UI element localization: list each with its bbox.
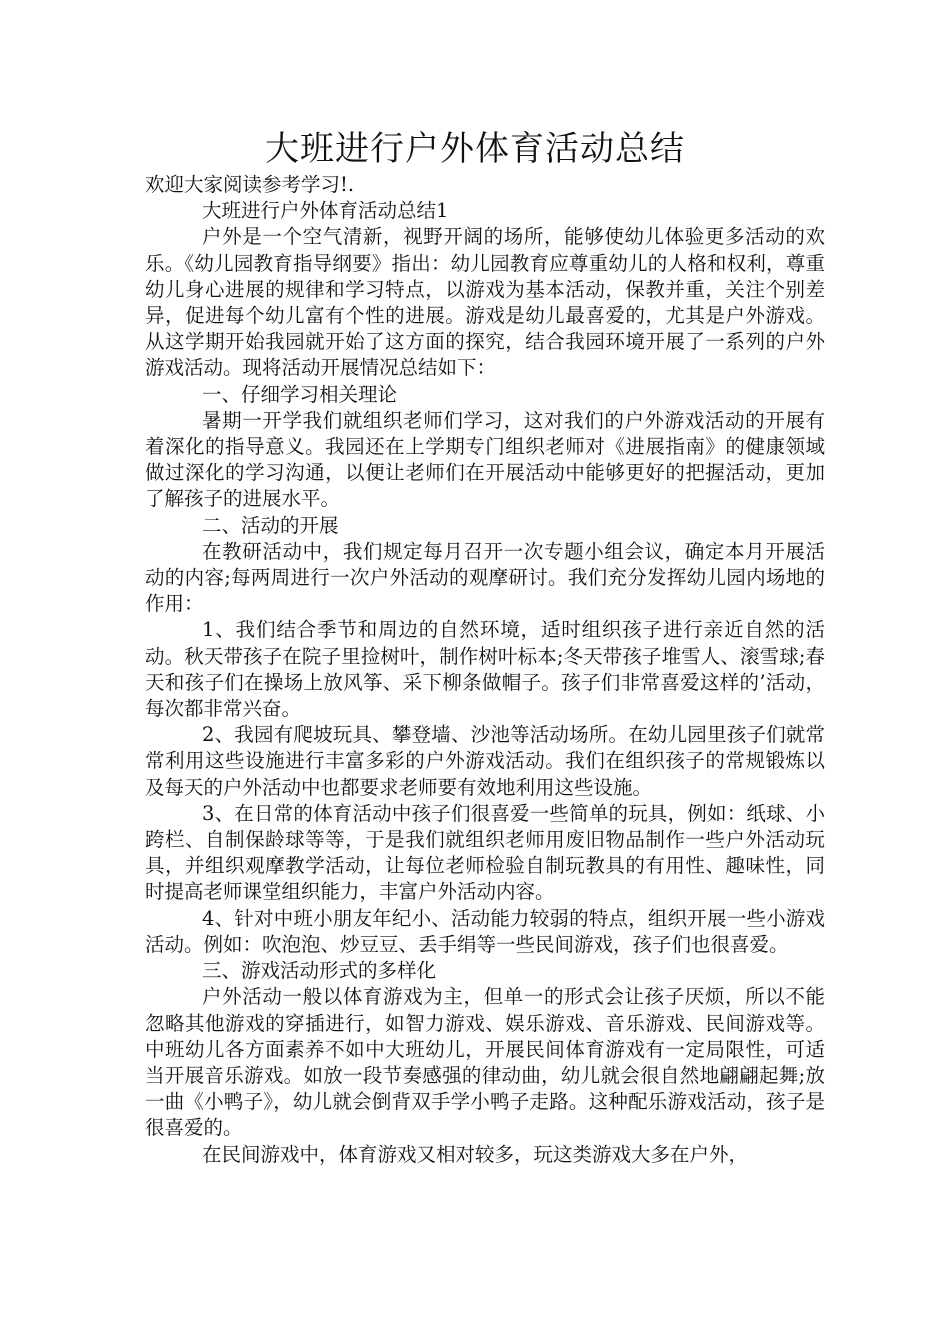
paragraph: 户外活动一般以体育游戏为主，但单一的形式会让孩子厌烦，所以不能忽略其他游戏的穿插进行，如智力游戏、娱乐游戏、音乐游戏、民间游戏等。中班幼儿各方面素养不如中大班幼儿，开展民间体育游戏有一定局限性，可适当开展音乐游戏。如放一段节奏感强的律动曲，幼儿就会很自然地翩翩起舞;放一曲《小鸭子》，幼儿就会倒背双手学小鸭子走路。这种配乐游戏活动，孩子是很喜爱的。 xyxy=(145,985,825,1140)
paragraph: 3、在日常的体育活动中孩子们很喜爱一些简单的玩具，例如：纸球、小跨栏、自制保龄球等等，于是我们就组织老师用废旧物品制作一些户外活动玩具，并组织观摩教学活动，让每位老师检验自制玩教具的有用性、趣味性，同时提高老师课堂组织能力，丰富户外活动内容。 xyxy=(145,801,825,904)
paragraph: 2、我园有爬坡玩具、攀登墙、沙池等活动场所。在幼儿园里孩子们就常常利用这些设施进行丰富多彩的户外游戏活动。我们在组织孩子的常规锻炼以及每天的户外活动中也都要求老师要有效地利用这些设施。 xyxy=(145,723,825,799)
document-title: 大班进行户外体育活动总结 xyxy=(265,129,685,169)
paragraph: 暑期一开学我们就组织老师们学习，这对我们的户外游戏活动的开展有着深化的指导意义。我园还在上学期专门组织老师对《进展指南》的健康领域做过深化的学习沟通，以便让老师们在开展活动中能够更好的把握活动，更加了解孩子的进展水平。 xyxy=(145,408,825,511)
section-heading: 一、仔细学习相关理论 xyxy=(202,382,398,406)
section-heading: 二、活动的开展 xyxy=(202,513,339,537)
paragraph: 在民间游戏中，体育游戏又相对较多，玩这类游戏大多在户外， xyxy=(202,1142,749,1166)
section-heading: 大班进行户外体育活动总结1 xyxy=(202,199,449,223)
paragraph: 1、我们结合季节和周边的自然环境，适时组织孩子进行亲近自然的活动。秋天带孩子在院子里捡树叶，制作树叶标本;冬天带孩子堆雪人、滚雪球;春天和孩子们在操场上放风筝、采下柳条做帽子。孩子们非常喜爱这样的’活动，每次都非常兴奋。 xyxy=(145,618,825,721)
paragraph: 4、针对中班小朋友年纪小、活动能力较弱的特点，组织开展一些小游戏活动。例如：吹泡泡、炒豆豆、丢手绢等一些民间游戏，孩子们也很喜爱。 xyxy=(145,906,825,956)
paragraph: 户外是一个空气清新，视野开阔的场所，能够使幼儿体验更多活动的欢乐。《幼儿园教育指导纲要》指出：幼儿园教育应尊重幼儿的人格和权利，尊重幼儿身心进展的规律和学习特点，以游戏为基本活动，保教并重，关注个别差异，促进每个幼儿富有个性的进展。游戏是幼儿最喜爱的，尤其是户外游戏。从这学期开始我园就开始了这方面的探究，结合我园环境开展了一系列的户外游戏活动。现将活动开展情况总结如下： xyxy=(145,225,825,380)
intro-line: 欢迎大家阅读参考学习!. xyxy=(145,173,355,196)
section-heading: 三、游戏活动形式的多样化 xyxy=(202,959,437,983)
paragraph: 在教研活动中，我们规定每月召开一次专题小组会议，确定本月开展活动的内容;每两周进行一次户外活动的观摩研讨。我们充分发挥幼儿园内场地的作用： xyxy=(145,539,825,616)
document-body xyxy=(145,172,825,1168)
